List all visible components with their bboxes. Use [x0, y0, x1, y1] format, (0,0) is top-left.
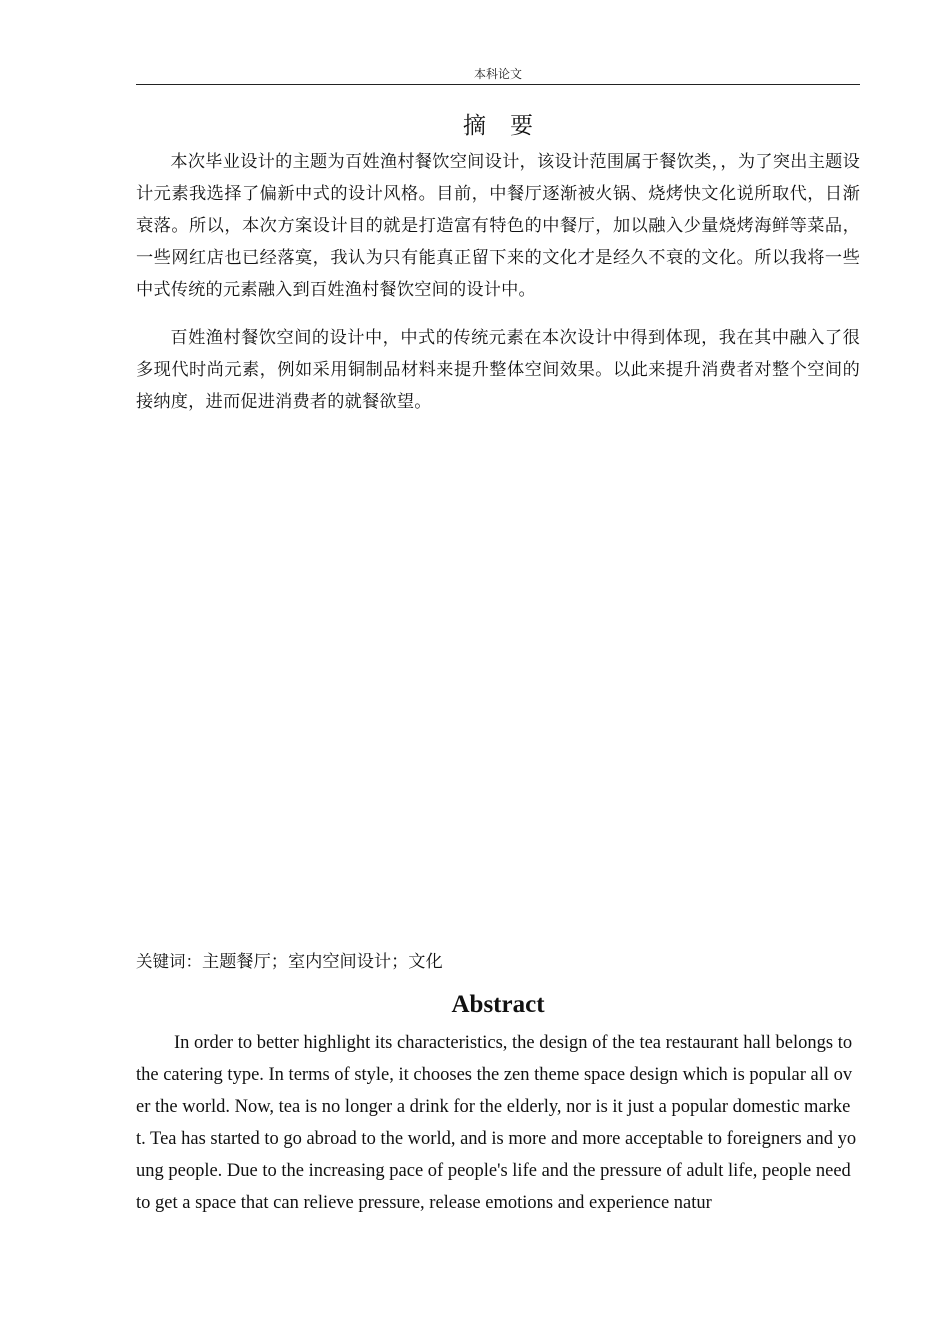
running-header	[136, 64, 860, 85]
keywords-label: 关键词：	[136, 952, 202, 971]
keywords-line	[136, 946, 860, 978]
abstract-en-title: Abstract	[451, 991, 545, 1018]
abstract-cn-paragraph-2: 百姓渔村餐饮空间的设计中，中式的传统元素在本次设计中得到体现，我在其中融入了很多现代时尚元素，例如采用铜制品材料来提升整体空间效果。以此来提升消费者对整个空间的接纳度，进而促进消费者的就餐欲望。	[136, 328, 860, 412]
abstract-cn-title-left: 摘	[463, 113, 486, 139]
abstract-cn-paragraph-1: 本次毕业设计的主题为百姓渔村餐饮空间设计，该设计范围属于餐饮类，，为了突出主题设计元素我选择了偏新中式的设计风格。目前，中餐厅逐渐被火锅、烧烤快文化说所取代，日渐衰落。所以，本次方案设计目的就是打造富有特色的中餐厅，加以融入少量烧烤海鲜等菜品，一些网红店也已经落寞，我认为只有能真正留下来的文化才是经久不衰的文化。所以我将一些中式传统的元素融入到百姓渔村餐饮空间的设计中。	[136, 152, 860, 300]
keywords-value: 主题餐厅；室内空间设计；文化	[202, 952, 443, 972]
running-header-title: 本科论文	[473, 67, 522, 81]
abstract-en-paragraph: In order to better highlight its characteristics, the design of the tea restaurant hall belongs to the catering type. In terms of style, it chooses the zen theme space design which is popular all over the world. Now, tea is no longer a drink for the elderly, nor is it just a popular domestic market. Tea has started to go abroad to the world, and is more and more acceptable to foreigners and young people. Due to the increasing pace of people's life and the pressure of adult life, people need to get a space that can relieve pressure, release emotions and experience natur	[136, 1033, 857, 1213]
abstract-cn-title-right: 要	[510, 113, 533, 139]
abstract-cn-title	[136, 108, 860, 144]
